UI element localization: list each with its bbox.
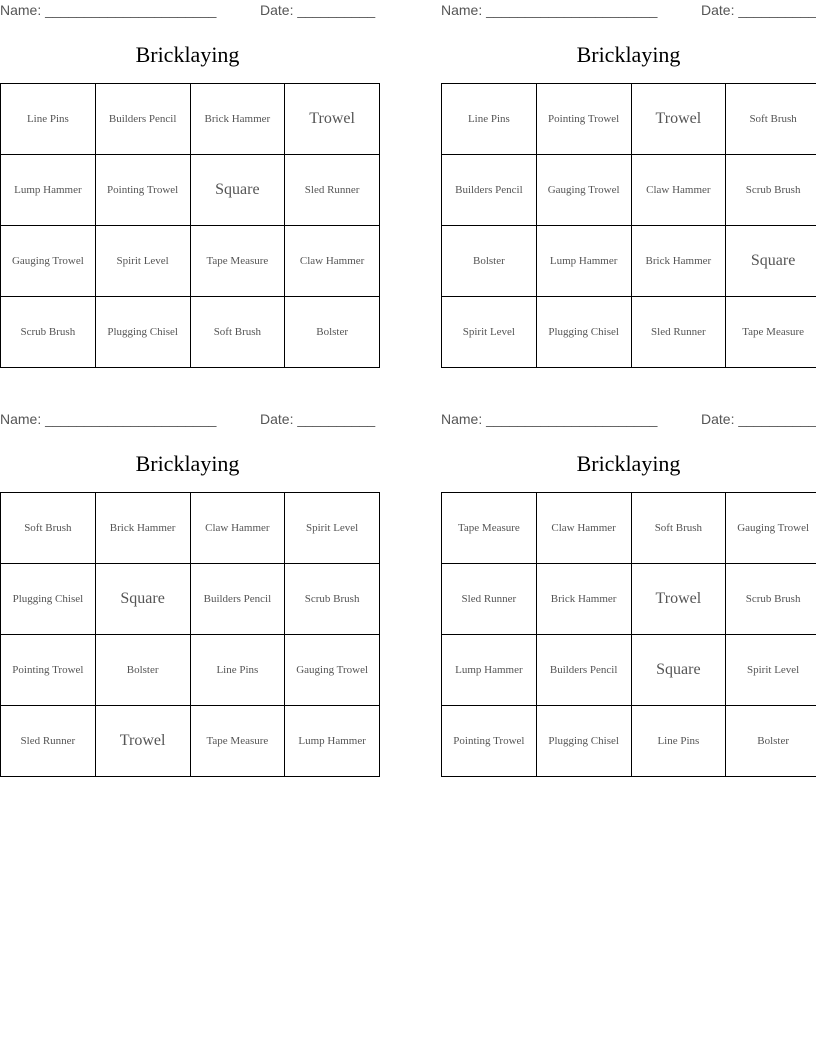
grid-cell: Square xyxy=(631,635,726,706)
grid-cell: Claw Hammer xyxy=(536,493,631,564)
grid-cell: Brick Hammer xyxy=(536,564,631,635)
grid-row xyxy=(442,84,816,155)
date-field-label: Date: __________ xyxy=(701,411,816,427)
grid-cell: Spirit Level xyxy=(285,493,380,564)
grid-cell: Soft Brush xyxy=(1,493,96,564)
grid-cell: Trowel xyxy=(95,706,190,777)
name-field-label: Name: ______________________ xyxy=(0,411,217,427)
bingo-grid xyxy=(441,83,816,368)
bingo-card xyxy=(0,409,376,749)
grid-row xyxy=(442,635,816,706)
grid-cell: Plugging Chisel xyxy=(95,297,190,368)
grid-cell: Bolster xyxy=(285,297,380,368)
grid-cell: Builders Pencil xyxy=(442,155,537,226)
grid-cell: Sled Runner xyxy=(631,297,726,368)
grid-row xyxy=(442,564,816,635)
grid-cell: Line Pins xyxy=(1,84,96,155)
grid-cell: Tape Measure xyxy=(726,297,816,368)
grid-cell: Lump Hammer xyxy=(442,635,537,706)
grid-cell: Soft Brush xyxy=(726,84,816,155)
grid-row xyxy=(1,706,380,777)
grid-cell: Spirit Level xyxy=(442,297,537,368)
grid-cell: Gauging Trowel xyxy=(285,635,380,706)
grid-cell: Trowel xyxy=(631,564,726,635)
grid-cell: Square xyxy=(726,226,816,297)
grid-row xyxy=(1,84,380,155)
card-title: Bricklaying xyxy=(135,42,240,67)
grid-cell: Sled Runner xyxy=(285,155,380,226)
grid-cell: Bolster xyxy=(442,226,537,297)
grid-row xyxy=(442,493,816,564)
grid-cell: Square xyxy=(190,155,285,226)
bingo-card xyxy=(441,409,816,747)
bingo-card xyxy=(0,0,376,338)
date-field-label: Date: __________ xyxy=(260,2,376,18)
grid-cell: Builders Pencil xyxy=(190,564,285,635)
card-title: Bricklaying xyxy=(576,451,681,476)
grid-cell: Line Pins xyxy=(190,635,285,706)
grid-cell: Line Pins xyxy=(631,706,726,777)
bingo-card xyxy=(441,0,816,338)
grid-cell: Tape Measure xyxy=(442,493,537,564)
grid-cell: Spirit Level xyxy=(726,635,816,706)
grid-cell: Plugging Chisel xyxy=(536,706,631,777)
grid-row xyxy=(442,226,816,297)
grid-cell: Tape Measure xyxy=(190,706,285,777)
grid-cell: Sled Runner xyxy=(442,564,537,635)
bingo-grid xyxy=(0,83,380,368)
card-title: Bricklaying xyxy=(135,451,240,476)
date-field-label: Date: __________ xyxy=(701,2,816,18)
bingo-grid xyxy=(0,492,380,777)
bingo-grid xyxy=(441,492,816,777)
grid-cell: Sled Runner xyxy=(1,706,96,777)
card-header xyxy=(0,0,375,22)
grid-cell: Line Pins xyxy=(442,84,537,155)
grid-cell: Plugging Chisel xyxy=(1,564,96,635)
grid-row xyxy=(1,564,380,635)
grid-cell: Bolster xyxy=(95,635,190,706)
grid-row xyxy=(442,155,816,226)
card-header xyxy=(441,0,816,22)
card-title: Bricklaying xyxy=(576,42,681,67)
grid-cell: Scrub Brush xyxy=(1,297,96,368)
grid-cell: Builders Pencil xyxy=(95,84,190,155)
grid-cell: Pointing Trowel xyxy=(536,84,631,155)
grid-row xyxy=(1,635,380,706)
grid-cell: Pointing Trowel xyxy=(95,155,190,226)
grid-row xyxy=(1,226,380,297)
card-header xyxy=(441,409,816,431)
grid-cell: Pointing Trowel xyxy=(1,635,96,706)
grid-cell: Spirit Level xyxy=(95,226,190,297)
grid-cell: Soft Brush xyxy=(631,493,726,564)
grid-cell: Scrub Brush xyxy=(726,564,816,635)
grid-row xyxy=(442,297,816,368)
grid-cell: Lump Hammer xyxy=(536,226,631,297)
date-field-label: Date: __________ xyxy=(260,411,376,427)
grid-cell: Lump Hammer xyxy=(1,155,96,226)
grid-cell: Bolster xyxy=(726,706,816,777)
grid-row xyxy=(1,155,380,226)
grid-cell: Lump Hammer xyxy=(285,706,380,777)
grid-cell: Gauging Trowel xyxy=(1,226,96,297)
grid-cell: Claw Hammer xyxy=(631,155,726,226)
grid-cell: Claw Hammer xyxy=(190,493,285,564)
grid-row xyxy=(1,297,380,368)
grid-row xyxy=(442,706,816,777)
grid-cell: Claw Hammer xyxy=(285,226,380,297)
grid-cell: Tape Measure xyxy=(190,226,285,297)
name-field-label: Name: ______________________ xyxy=(0,2,217,18)
grid-row xyxy=(1,493,380,564)
grid-cell: Gauging Trowel xyxy=(536,155,631,226)
grid-cell: Plugging Chisel xyxy=(536,297,631,368)
grid-cell: Trowel xyxy=(285,84,380,155)
grid-cell: Brick Hammer xyxy=(631,226,726,297)
grid-cell: Gauging Trowel xyxy=(726,493,816,564)
grid-cell: Brick Hammer xyxy=(190,84,285,155)
grid-cell: Builders Pencil xyxy=(536,635,631,706)
grid-cell: Scrub Brush xyxy=(726,155,816,226)
grid-cell: Soft Brush xyxy=(190,297,285,368)
grid-cell: Scrub Brush xyxy=(285,564,380,635)
grid-cell: Pointing Trowel xyxy=(442,706,537,777)
grid-cell: Trowel xyxy=(631,84,726,155)
name-field-label: Name: ______________________ xyxy=(441,2,658,18)
name-field-label: Name: ______________________ xyxy=(441,411,658,427)
grid-cell: Square xyxy=(95,564,190,635)
card-header xyxy=(0,409,375,431)
grid-cell: Brick Hammer xyxy=(95,493,190,564)
